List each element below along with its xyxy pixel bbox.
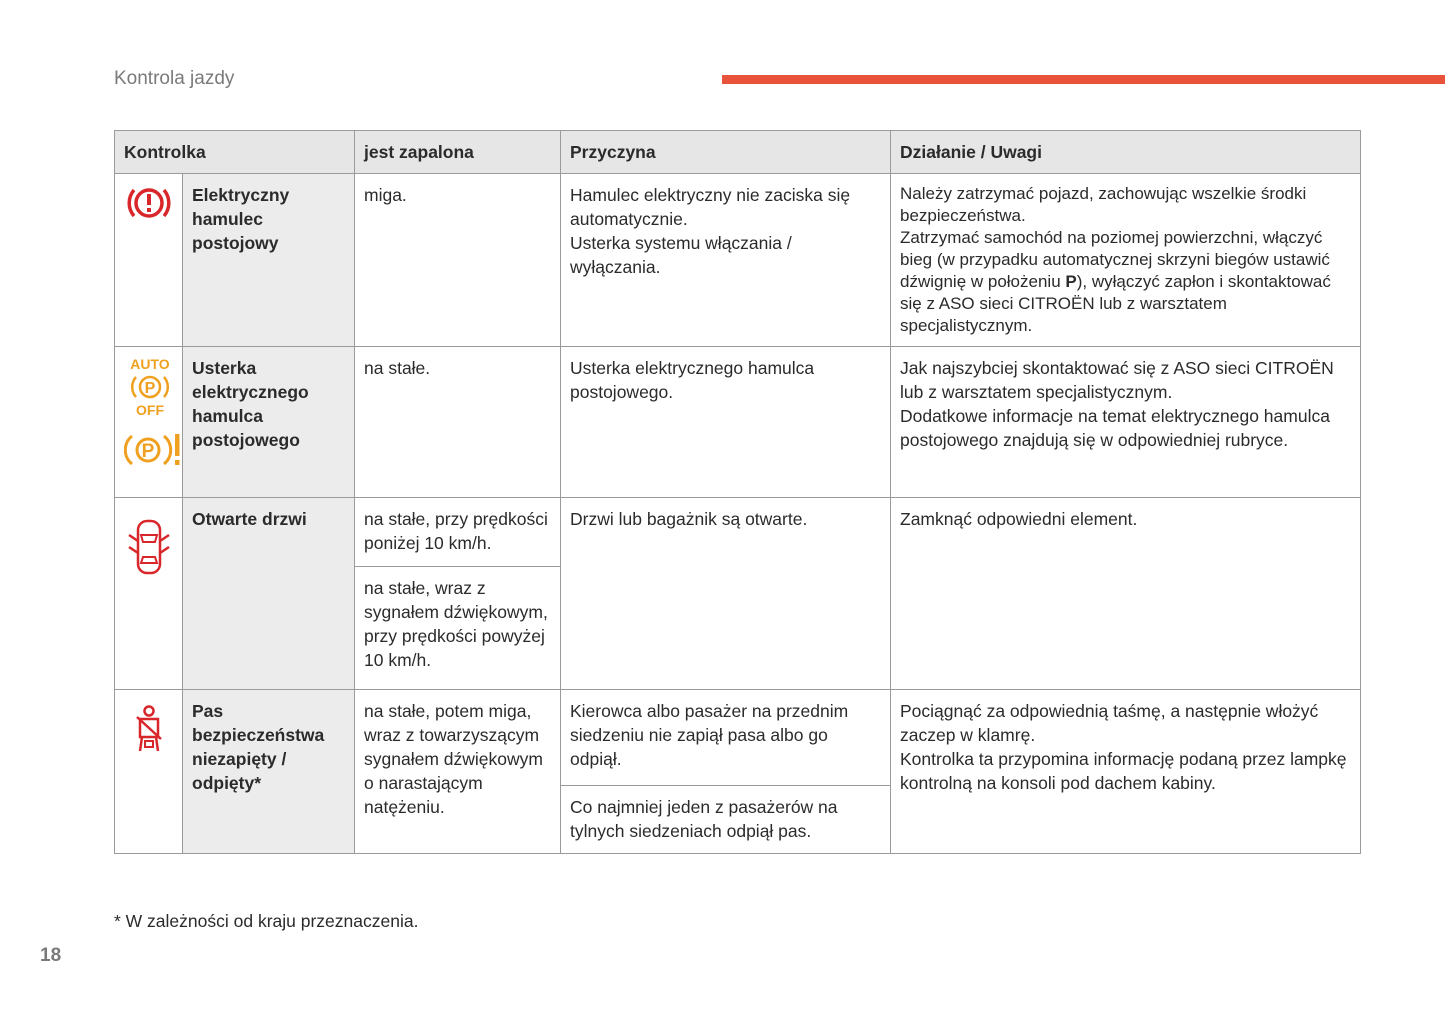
action-text: Pociągnąć za odpowiednią taśmę, a następnie włożyć zaczep w klamrę. [900,701,1319,745]
action-text-part: ), wyłączyć zapłon i skontaktować się z ASO sieci CITROËN lub z warsztatem specjalistycznym. [900,272,1331,335]
warning-name: Elektryczny hamulec postojowy [183,174,355,347]
action-text [900,227,1351,337]
warning-name: Pas bezpieczeństwa niezapięty / odpięty* [183,690,355,854]
header-kontrolka: Kontrolka [115,131,355,174]
action-text: Należy zatrzymać pojazd, zachowując wszelkie środki bezpieczeństwa. [900,184,1307,225]
cause-cell: Drzwi lub bagażnik są otwarte. [561,498,891,690]
warning-name: Usterka elektrycznego hamulca postojowego [183,347,355,498]
action-text: Kontrolka ta przypomina informację podaną przez lampkę kontrolną na konsoli pod dachem kabiny. [900,749,1347,793]
header-cause: Przyczyna [561,131,891,174]
lit-cell: na stałe, potem miga, wraz z towarzyszącym sygnałem dźwiękowym o narastającym natężeniu. [355,690,561,854]
header-action: Działanie / Uwagi [891,131,1361,174]
icon-cell [115,347,183,498]
table-header-row [115,131,1361,174]
cause-text: Usterka systemu włączania / wyłączania. [570,233,792,277]
table-row [115,347,1361,498]
action-cell [891,690,1361,854]
icon-cell [115,690,183,854]
header-lit: jest zapalona [355,131,561,174]
brake-warning-icon [124,183,174,223]
cause-cell: Kierowca albo pasażer na przednim siedzeniu nie zapiął pasa albo go odpiął. [561,690,891,786]
p-label: P [144,380,156,397]
action-text: Jak najszybciej skontaktować się z ASO sieci CITROËN lub z warsztatem specjalistycznym. [900,358,1334,402]
lit-cell: miga. [355,174,561,347]
cause-text: Hamulec elektryczny nie zaciska się automatycznie. [570,185,851,229]
action-cell [891,174,1361,347]
lit-cell: na stałe. [355,347,561,498]
lit-cell: na stałe, przy prędkości poniżej 10 km/h. [355,498,561,567]
warning-lights-table [114,130,1361,854]
gear-position-p: P [1065,272,1077,291]
table-row [115,174,1361,347]
icon-cell [115,174,183,347]
table-row [115,498,1361,567]
action-text: Dodatkowe informacje na temat elektrycznego hamulca postojowego znajdują się w odpowiedniej rubryce. [900,406,1330,450]
action-cell: Zamknąć odpowiedni element. [891,498,1361,690]
section-title: Kontrola jazdy [114,68,235,89]
action-text-part: Zatrzymać samochód na poziomej powierzchni, włączyć bieg (w przypadku automatycznej skrzyni biegów ustawić dźwignię w położeniu [900,228,1330,291]
auto-parking-brake-icon [124,356,176,418]
warning-name: Otwarte drzwi [183,498,355,690]
page-number: 18 [40,945,62,966]
p-label: P [141,441,155,462]
cause-cell: Usterka elektrycznego hamulca postojowego. [561,347,891,498]
action-cell [891,347,1361,498]
parking-brake-fault-icon [124,430,184,470]
door-open-icon [126,517,172,577]
icon-cell [115,498,183,690]
table-row [115,690,1361,786]
cause-cell: Co najmniej jeden z pasażerów na tylnych siedzeniach odpiął pas. [561,786,891,854]
auto-label: AUTO [130,356,170,372]
cause-cell [561,174,891,347]
seatbelt-icon [131,705,167,753]
lit-cell: na stałe, wraz z sygnałem dźwiękowym, przy prędkości powyżej 10 km/h. [355,567,561,690]
accent-bar [722,75,1445,84]
footnote: * W zależności od kraju przeznaczenia. [114,911,419,931]
off-label: OFF [136,402,164,418]
